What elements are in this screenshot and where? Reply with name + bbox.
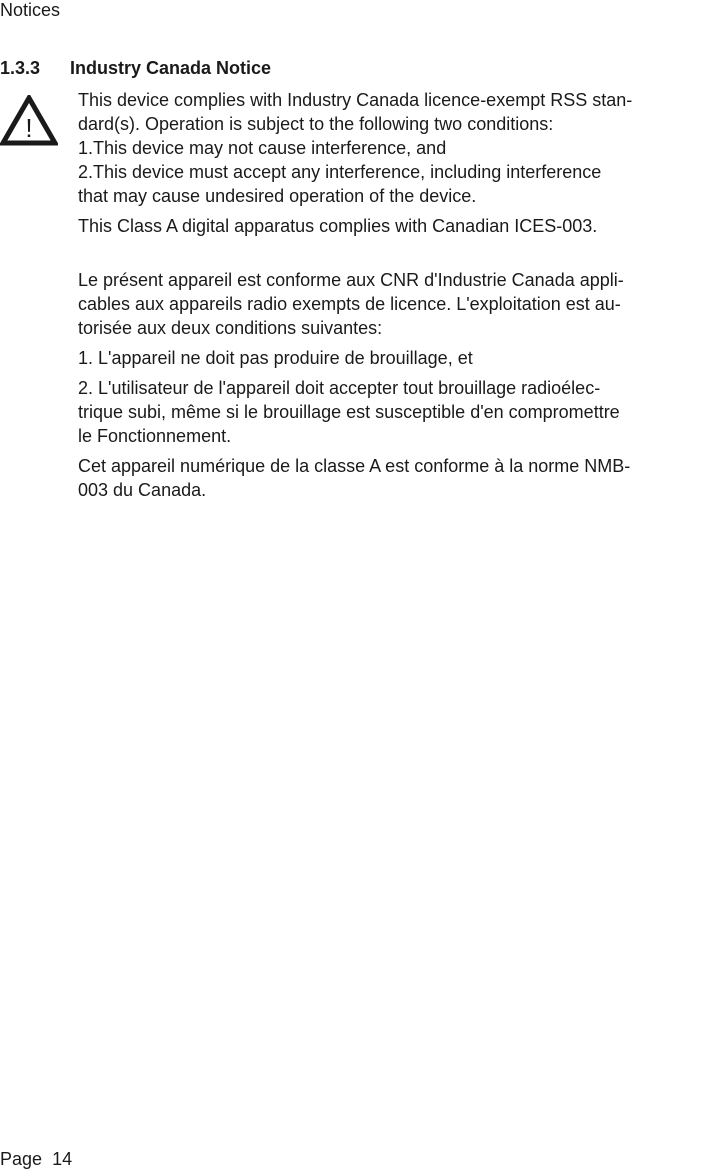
french-intro-line-2: cables aux appareils radio exempts de licence. L'exploitation est au- (78, 294, 621, 314)
notice-body (78, 88, 706, 502)
page-number: 14 (52, 1149, 73, 1169)
french-class-a-line-1: Cet appareil numérique de la classe A est conforme à la norme NMB- (78, 456, 631, 476)
english-class-a-statement: This Class A digital apparatus complies with Canadian ICES-003. (78, 216, 598, 236)
english-condition-2-line-2: that may cause undesired operation of the device. (78, 186, 477, 206)
french-class-a-line-2: 003 du Canada. (78, 480, 207, 500)
french-intro-line-3: torisée aux deux conditions suivantes: (78, 318, 383, 338)
warning-triangle-icon (0, 95, 58, 147)
french-condition-1: 1. L'appareil ne doit pas produire de brouillage, et (78, 348, 473, 368)
section-number: 1.3.3 (0, 58, 41, 78)
warning-exclamation-glyph: ! (25, 113, 33, 143)
running-header: Notices (0, 0, 61, 20)
french-intro-line-1: Le présent appareil est conforme aux CNR d'Industrie Canada appli- (78, 270, 624, 290)
french-condition-2-line-2: trique subi, même si le brouillage est susceptible d'en compromettre (78, 402, 620, 422)
english-condition-1: 1.This device may not cause interference, and (78, 138, 447, 158)
english-condition-2-line-1: 2.This device must accept any interference, including interference (78, 162, 602, 182)
section-title: Industry Canada Notice (70, 58, 272, 78)
french-condition-2-line-3: le Fonctionnement. (78, 426, 232, 446)
english-intro-line-2: dard(s). Operation is subject to the following two conditions: (78, 114, 554, 134)
page-footer (0, 1149, 72, 1169)
section-heading (0, 57, 271, 79)
french-condition-2-line-1: 2. L'utilisateur de l'appareil doit accepter tout brouillage radioélec- (78, 378, 601, 398)
page-label: Page (0, 1149, 43, 1169)
english-intro-line-1: This device complies with Industry Canada licence-exempt RSS stan- (78, 90, 633, 110)
